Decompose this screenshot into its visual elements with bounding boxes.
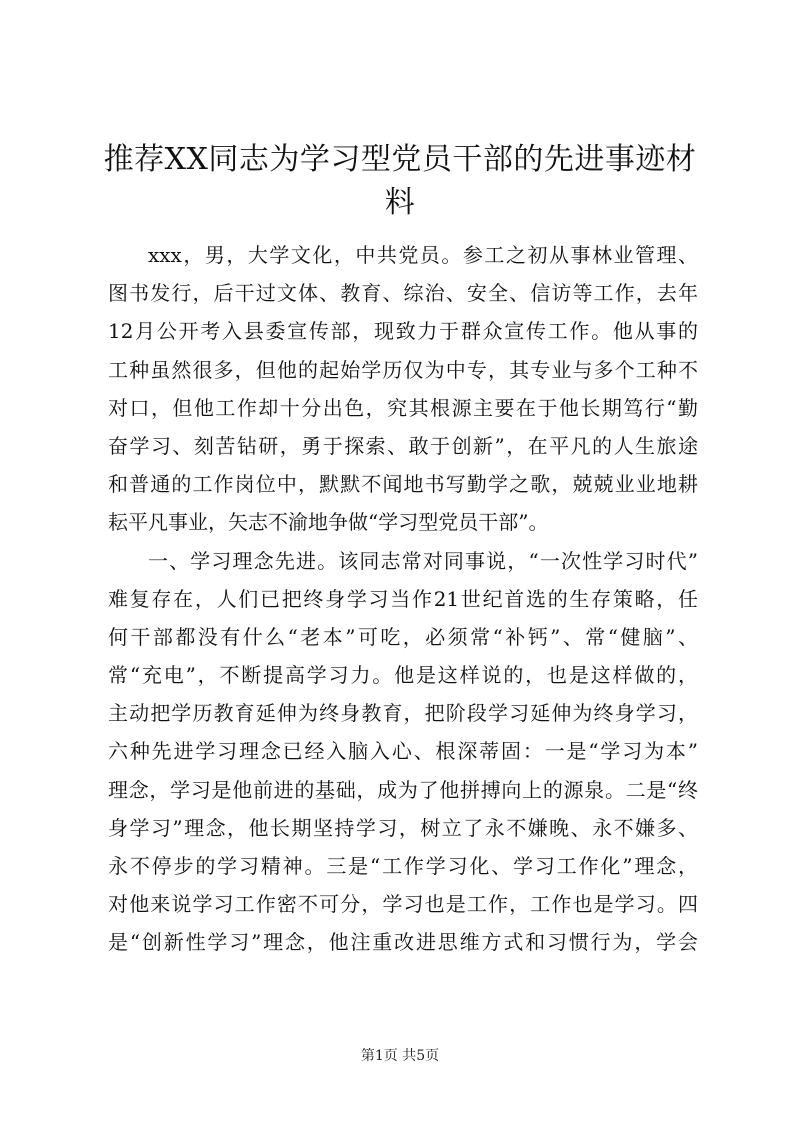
text-line: 和普通的工作岗位中，默默不闻地书写勤学之歌，兢兢业业地耕 — [108, 472, 698, 497]
text-line: 图书发行，后干过文体、教育、综治、安全、信访等工作，去年 — [108, 281, 698, 306]
text-line: 难复存在，人们已把终身学习当作21世纪首选的生存策略，任 — [108, 586, 698, 611]
text-line: 耘平凡事业，矢志不渝地争做“学习型党员干部”。 — [108, 510, 549, 535]
text-line: 一、学习理念先进。该同志常对同事说，“一次性学习时代” — [148, 548, 698, 573]
title-line: 料 — [384, 185, 416, 220]
text-line: xxx，男，大学文化，中共党员。参工之初从事林业管理、 — [148, 243, 698, 267]
paragraph — [108, 542, 698, 962]
text-line: 12月公开考入县委宣传部，现致力于群众宣传工作。他从事的 — [108, 319, 698, 344]
title-line: 推荐XX同志为学习型党员干部的先进事迹材 — [103, 142, 697, 177]
text-line: 何干部都没有什么“老本”可吃，必须常“补钙”、常“健脑”、 — [108, 624, 698, 649]
text-line: 常“充电”，不断提高学习力。他是这样说的，也是这样做的， — [108, 663, 698, 688]
paragraph — [108, 236, 698, 542]
text-line: 工种虽然很多，但他的起始学历仅为中专，其专业与多个工种不 — [108, 357, 698, 382]
document-title — [100, 138, 700, 224]
text-line: 是“创新性学习”理念，他注重改进思维方式和习惯行为，学会 — [108, 930, 698, 955]
text-line: 身学习”理念，他长期坚持学习，树立了永不嫌晚、永不嫌多、 — [108, 815, 698, 840]
text-line: 对他来说学习工作密不可分，学习也是工作，工作也是学习。四 — [108, 892, 698, 917]
page-footer: 第1页 共5页 — [360, 1048, 440, 1064]
text-line: 对口，但他工作却十分出色，究其根源主要在于他长期笃行“勤 — [108, 395, 698, 420]
text-line: 理念，学习是他前进的基础，成为了他拼搏向上的源泉。二是“终 — [108, 777, 698, 802]
text-line: 六种先进学习理念已经入脑入心、根深蒂固：一是“学习为本” — [108, 739, 698, 764]
text-line: 奋学习、刻苦钻研，勇于探索、敢于创新”，在平凡的人生旅途 — [108, 433, 698, 458]
text-line: 主动把学历教育延伸为终身教育，把阶段学习延伸为终身学习， — [108, 701, 698, 726]
text-line: 永不停步的学习精神。三是“工作学习化、学习工作化”理念， — [108, 854, 698, 878]
document-body — [108, 236, 698, 962]
